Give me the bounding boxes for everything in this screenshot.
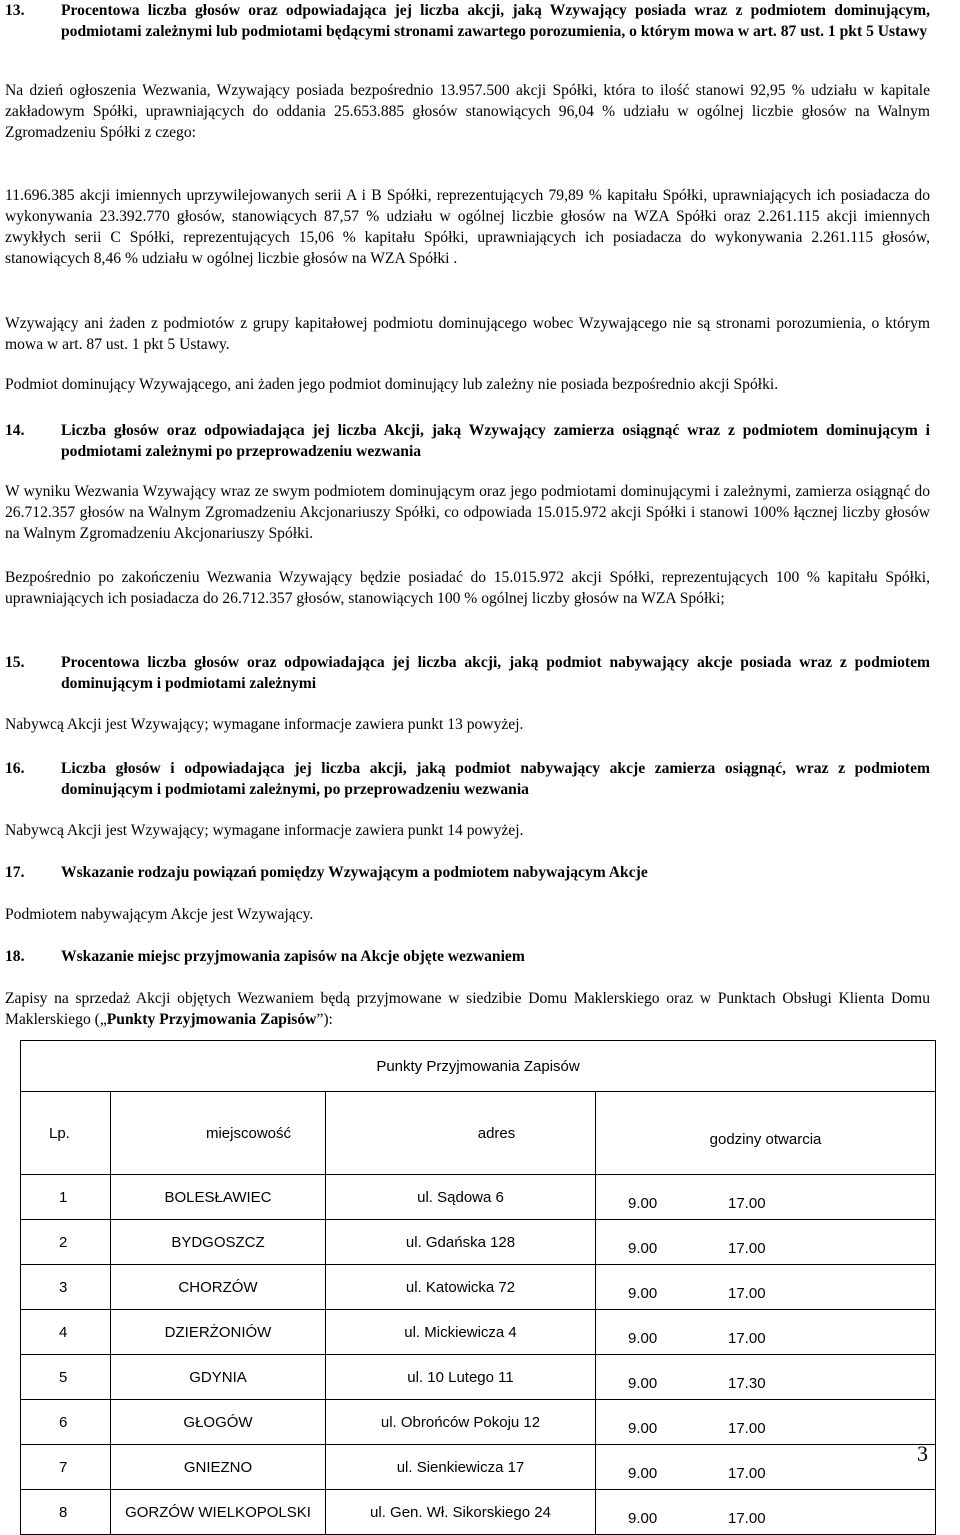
cell-lp: 4 [21, 1310, 111, 1355]
paragraph: Podmiot dominujący Wzywającego, ani żaden jego podmiot dominujący lub zależny nie posiada bezpośrednio akcji Spółki. [5, 376, 779, 393]
section-15-heading [5, 652, 930, 694]
cell-hours [596, 1175, 936, 1220]
paragraph: W wyniku Wezwania Wzywający wraz ze swym podmiotem dominującym oraz jego podmiotami dominującymi i zależnymi, zamierza osiągnąć do 26.712.357 głosów na Walnym Zgromadzeniu Akcjonariuszy Spółki, co odpowiada 15.015.972 akcji Spółki i stanowi 100% łącznej liczby głosów na Walnym Zgromadzeniu Akcjonariuszy Spółki. [5, 483, 930, 542]
paragraph-text: ”): [316, 1011, 333, 1028]
table-row [21, 1265, 936, 1310]
closing-time: 17.00 [728, 1464, 766, 1482]
cell-city: CHORZÓW [111, 1265, 326, 1310]
section-17-heading [5, 862, 930, 883]
opening-time: 9.00 [628, 1374, 658, 1392]
column-header-hours: godziny otwarcia [596, 1092, 936, 1175]
section-number: 16. [5, 760, 25, 777]
column-header-lp: Lp. [21, 1092, 111, 1175]
cell-city: GŁOGÓW [111, 1400, 326, 1445]
section-number: 17. [5, 864, 25, 881]
table-row [21, 1310, 936, 1355]
page-number: 3 [917, 1441, 928, 1466]
cell-hours [596, 1400, 936, 1445]
defined-term: Punkty Przyjmowania Zapisów [106, 1011, 317, 1028]
table-header-row [21, 1092, 936, 1175]
paragraph: Wzywający ani żaden z podmiotów z grupy kapitałowej podmiotu dominującego wobec Wzywającego nie są stronami porozumienia, o którym mowa w art. 87 ust. 1 pkt 5 Ustawy. [5, 315, 930, 353]
table-row [21, 1220, 936, 1265]
opening-time: 9.00 [628, 1284, 658, 1302]
section-number: 15. [5, 654, 25, 671]
cell-address: ul. 10 Lutego 11 [326, 1355, 596, 1400]
closing-time: 17.00 [728, 1329, 766, 1347]
cell-hours [596, 1265, 936, 1310]
table-row [21, 1490, 936, 1535]
cell-address: ul. Gdańska 128 [326, 1220, 596, 1265]
section-14-heading [5, 420, 930, 462]
section-16-heading [5, 758, 930, 800]
paragraph: Nabywcą Akcji jest Wzywający; wymagane informacje zawiera punkt 13 powyżej. [5, 716, 524, 733]
closing-time: 17.30 [728, 1374, 766, 1392]
cell-lp: 3 [21, 1265, 111, 1310]
closing-time: 17.00 [728, 1419, 766, 1437]
section-title: Procentowa liczba głosów oraz odpowiadająca jej liczba akcji, jaką podmiot nabywający akcje posiada wraz z podmiotem dominującym i podmiotami zależnymi [61, 654, 930, 692]
section-title: Wskazanie miejsc przyjmowania zapisów na Akcje objęte wezwaniem [61, 948, 525, 965]
cell-city: GORZÓW WIELKOPOLSKI [111, 1490, 326, 1535]
cell-hours [596, 1355, 936, 1400]
cell-lp: 1 [21, 1175, 111, 1220]
closing-time: 17.00 [728, 1284, 766, 1302]
cell-lp: 7 [21, 1445, 111, 1490]
cell-address: ul. Obrońców Pokoju 12 [326, 1400, 596, 1445]
section-title: Liczba głosów i odpowiadająca jej liczba akcji, jaką podmiot nabywający akcje zamierza osiągnąć, wraz z podmiotem dominującym i podmiotami zależnymi, po przeprowadzeniu wezwania [61, 760, 930, 798]
section-18-heading [5, 946, 930, 967]
section-title: Liczba głosów oraz odpowiadająca jej liczba Akcji, jaką Wzywający zamierza osiągnąć wraz z podmiotem dominującym i podmiotami zależnymi po przeprowadzeniu wezwania [61, 422, 930, 460]
cell-address: ul. Sądowa 6 [326, 1175, 596, 1220]
section-title: Wskazanie rodzaju powiązań pomiędzy Wzywającym a podmiotem nabywającym Akcje [61, 864, 648, 881]
section-number: 14. [5, 422, 25, 439]
cell-city: BOLESŁAWIEC [111, 1175, 326, 1220]
cell-city: BYDGOSZCZ [111, 1220, 326, 1265]
opening-time: 9.00 [628, 1419, 658, 1437]
paragraph: Na dzień ogłoszenia Wezwania, Wzywający posiada bezpośrednio 13.957.500 akcji Spółki, która to ilość stanowi 92,95 % udziału w kapitale zakładowym Spółki, uprawniających do oddania 25.653.885 głosów stanowiących 96,04 % udziału w ogólnej liczbie głosów na Walnym Zgromadzeniu Spółki z czego: [5, 82, 930, 141]
paragraph [5, 988, 930, 1030]
paragraph: Podmiotem nabywającym Akcje jest Wzywający. [5, 906, 314, 923]
closing-time: 17.00 [728, 1509, 766, 1527]
table-row [21, 1175, 936, 1220]
cell-hours [596, 1445, 936, 1490]
cell-lp: 5 [21, 1355, 111, 1400]
cell-address: ul. Mickiewicza 4 [326, 1310, 596, 1355]
cell-city: GNIEZNO [111, 1445, 326, 1490]
section-number: 18. [5, 948, 25, 965]
opening-time: 9.00 [628, 1329, 658, 1347]
opening-time: 9.00 [628, 1509, 658, 1527]
cell-lp: 2 [21, 1220, 111, 1265]
opening-time: 9.00 [628, 1464, 658, 1482]
paragraph: Bezpośrednio po zakończeniu Wezwania Wzywający będzie posiadać do 15.015.972 akcji Spółki, reprezentujących 100 % kapitału Spółki, uprawniających ich posiadacza do 26.712.357 głosów, stanowiących 100 % ogólnej liczby głosów na WZA Spółki; [5, 569, 930, 607]
table-row [21, 1445, 936, 1490]
closing-time: 17.00 [728, 1194, 766, 1212]
opening-time: 9.00 [628, 1194, 658, 1212]
cell-city: DZIERŻONIÓW [111, 1310, 326, 1355]
table-row [21, 1355, 936, 1400]
table-title: Punkty Przyjmowania Zapisów [21, 1041, 936, 1092]
cell-lp: 8 [21, 1490, 111, 1535]
section-13-heading [5, 0, 930, 42]
section-title: Procentowa liczba głosów oraz odpowiadająca jej liczba akcji, jaką Wzywający posiada wraz z podmiotem dominującym, podmiotami zależnymi lub podmiotami będącymi stronami zawartego porozumienia, o którym mowa w art. 87 ust. 1 pkt 5 Ustawy [61, 2, 930, 40]
closing-time: 17.00 [728, 1239, 766, 1257]
cell-hours [596, 1310, 936, 1355]
section-number: 13. [5, 2, 25, 19]
opening-time: 9.00 [628, 1239, 658, 1257]
paragraph: Nabywcą Akcji jest Wzywający; wymagane informacje zawiera punkt 14 powyżej. [5, 822, 524, 839]
column-header-city: miejscowość [111, 1092, 326, 1175]
subscription-points-table [20, 1040, 936, 1535]
cell-city: GDYNIA [111, 1355, 326, 1400]
cell-hours [596, 1220, 936, 1265]
cell-address: ul. Gen. Wł. Sikorskiego 24 [326, 1490, 596, 1535]
paragraph-text: Zapisy na sprzedaż Akcji objętych Wezwaniem będą przyjmowane w siedzibie Domu Maklerskiego oraz w Punktach Obsługi Klienta Domu Maklerskiego („ [5, 990, 930, 1028]
paragraph: 11.696.385 akcji imiennych uprzywilejowanych serii A i B Spółki, reprezentujących 79,89 % kapitału Spółki, uprawniających ich posiadacza do wykonywania 23.392.770 głosów, stanowiących 87,57 % udziału w ogólnej liczbie głosów na WZA Spółki oraz 2.261.115 akcji imiennych zwykłych serii C Spółki, reprezentujących 15,06 % kapitału Spółki, uprawniających ich posiadacza do wykonywania 2.261.115 głosów, stanowiących 8,46 % udziału w ogólnej liczbie głosów na WZA Spółki . [5, 187, 930, 267]
cell-lp: 6 [21, 1400, 111, 1445]
column-header-address: adres [326, 1092, 596, 1175]
table-row [21, 1400, 936, 1445]
cell-address: ul. Sienkiewicza 17 [326, 1445, 596, 1490]
cell-hours [596, 1490, 936, 1535]
cell-address: ul. Katowicka 72 [326, 1265, 596, 1310]
